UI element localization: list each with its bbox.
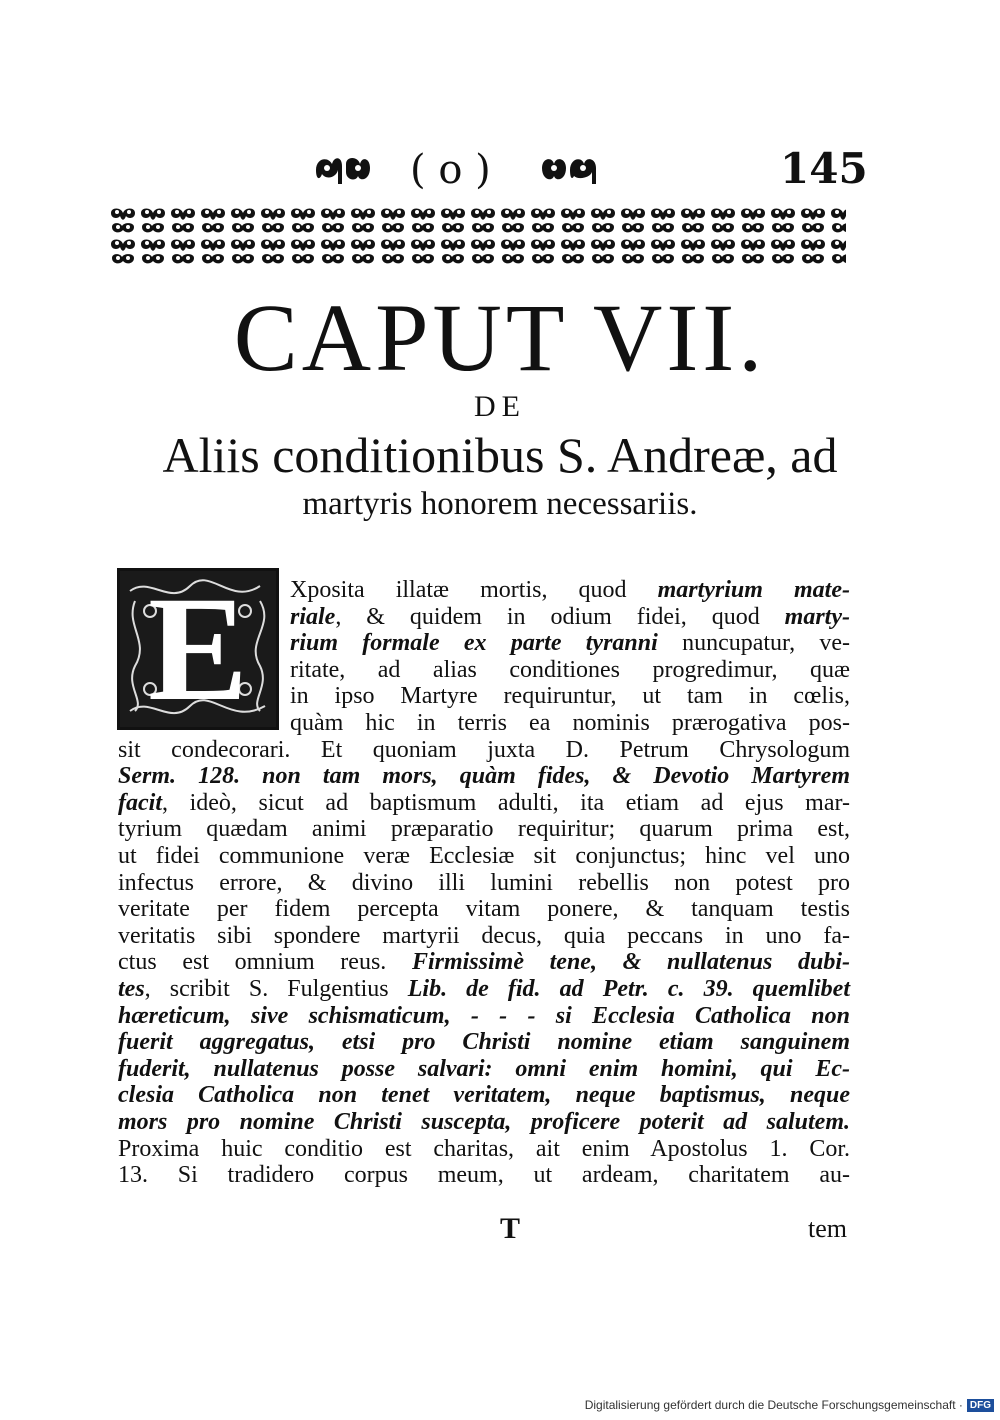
header-center-mark: ( o ) bbox=[410, 147, 491, 193]
text-line bbox=[290, 631, 850, 655]
roman-text: sit condecorari. Et quoniam juxta D. Petrum Chrysologum bbox=[118, 736, 850, 763]
text-line bbox=[118, 977, 850, 1001]
roman-text: 13. Si tradidero corpus meum, ut ardeam, charitatem au- bbox=[118, 1162, 850, 1189]
roman-text: ritate, ad alias conditiones progredimur, quæ bbox=[290, 656, 850, 683]
roman-text: ut fidei communione veræ Ecclesiæ sit conjunctus; hinc vel uno bbox=[118, 843, 850, 869]
italic-text: Lib. de fid. ad Petr. c. 39. quemlibet bbox=[407, 976, 850, 1002]
page-number: 145 bbox=[780, 144, 868, 193]
text-line bbox=[290, 684, 850, 708]
text-line bbox=[118, 1083, 850, 1107]
roman-text: tyrium quædam animi præparatio requiritur; quarum prima est, bbox=[118, 816, 850, 843]
text-line bbox=[118, 950, 850, 974]
italic-text: Firmissimè tene, & nullatenus dubi- bbox=[411, 949, 850, 976]
roman-text: veritatis sibi spondere martyrii decus, quia peccans in uno fa- bbox=[118, 922, 850, 949]
drop-cap-letter: E bbox=[147, 566, 249, 732]
footer-text: Digitalisierung gefördert durch die Deutsche Forschungsgemeinschaft · bbox=[584, 1398, 963, 1412]
text-line bbox=[118, 764, 850, 788]
italic-text: fuderit, nullatenus posse salvari: omni enim homini, qui Ec- bbox=[118, 1055, 850, 1082]
roman-text: nuncupatur, ve- bbox=[657, 630, 850, 657]
chapter-subtitle-line2: martyris honorem necessariis. bbox=[302, 486, 698, 522]
dfg-logo: DFG bbox=[967, 1399, 994, 1412]
roman-text: , scribit S. Fulgentius bbox=[144, 976, 408, 1002]
roman-text: Proxima huic conditio est charitas, ait enim Apostolus 1. Cor. bbox=[118, 1135, 850, 1162]
italic-text: Serm. 128. non tam mors, quàm fides, & Devotio Martyrem bbox=[118, 763, 850, 790]
roman-text: in ipso Martyre requiruntur, ut tam in cœlis, bbox=[290, 683, 850, 710]
drop-cap-initial bbox=[117, 568, 279, 730]
text-line bbox=[118, 1163, 850, 1187]
italic-text: martyrium mate- bbox=[657, 577, 850, 603]
text-line bbox=[118, 1004, 850, 1028]
chapter-subtitle-line1: Aliis conditionibus S. Andreæ, ad bbox=[162, 427, 838, 483]
italic-text: rium formale ex parte tyranni bbox=[290, 630, 658, 657]
italic-text: marty- bbox=[784, 603, 850, 630]
italic-text: mors pro nomine Christi suscepta, proficere poterit ad salutem. bbox=[118, 1109, 850, 1135]
roman-text: veritate per fidem percepta vitam ponere, & tanquam testis bbox=[118, 896, 850, 923]
text-line bbox=[290, 711, 850, 735]
text-line bbox=[290, 658, 850, 682]
text-line bbox=[118, 871, 850, 895]
text-line bbox=[118, 1057, 850, 1081]
italic-text: clesia Catholica non tenet veritatem, neque baptismus, neque bbox=[118, 1082, 850, 1109]
digitization-footer bbox=[585, 1398, 994, 1412]
text-line bbox=[118, 817, 850, 841]
text-line bbox=[290, 578, 850, 602]
roman-text: ctus est omnium reus. bbox=[118, 949, 412, 976]
roman-text: infectus errore, & divino illi lumini rebellis non potest pro bbox=[118, 869, 850, 896]
italic-text: riale bbox=[290, 603, 336, 630]
signature-mark: T bbox=[500, 1212, 521, 1245]
header-ornament-right bbox=[538, 150, 600, 190]
italic-text: tes bbox=[118, 976, 145, 1002]
text-line bbox=[118, 1137, 850, 1161]
text-line bbox=[118, 791, 850, 815]
text-line bbox=[118, 844, 850, 868]
text-line bbox=[118, 738, 850, 762]
roman-text: quàm hic in terris ea nominis prærogativa pos- bbox=[290, 710, 850, 736]
decorative-band bbox=[108, 205, 846, 267]
italic-text: fuerit aggregatus, etsi pro Christi nomine etiam sanguinem bbox=[118, 1029, 850, 1056]
header-ornament-left bbox=[312, 150, 374, 190]
roman-text: , ideò, sicut ad baptismum adulti, ita etiam ad ejus mar- bbox=[161, 789, 850, 816]
chapter-de: DE bbox=[474, 390, 526, 423]
chapter-title: CAPUT VII. bbox=[233, 284, 767, 391]
text-line bbox=[118, 924, 850, 948]
text-line bbox=[118, 1030, 850, 1054]
roman-text: Xposita illatæ mortis, quod bbox=[290, 577, 658, 603]
text-line bbox=[118, 897, 850, 921]
italic-text: facit bbox=[118, 789, 162, 816]
text-line bbox=[290, 605, 850, 629]
catchword: tem bbox=[808, 1214, 847, 1243]
text-line bbox=[118, 1110, 850, 1134]
italic-text: hæreticum, sive schismaticum, - - - si Ecclesia Catholica non bbox=[118, 1002, 850, 1029]
roman-text: , & quidem in odium fidei, quod bbox=[335, 603, 785, 630]
